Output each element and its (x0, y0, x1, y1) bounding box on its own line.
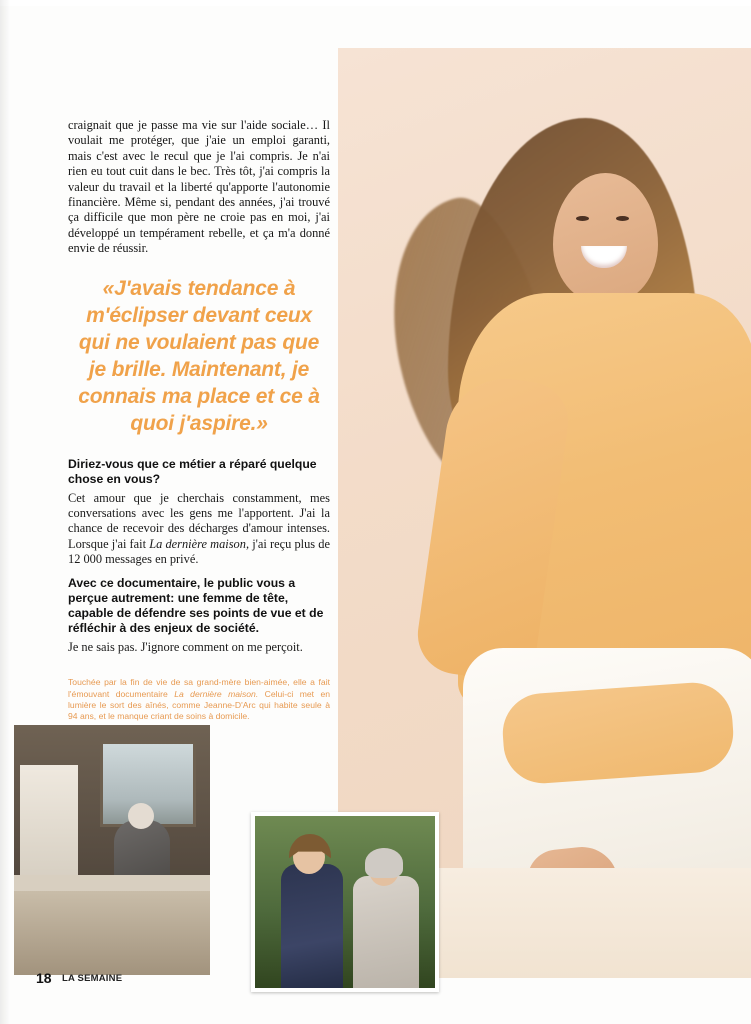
kitchen-person-head (128, 803, 154, 829)
hero-eye-right (616, 216, 629, 221)
duo-person-right-body (353, 876, 419, 992)
interview-question-2: Avec ce documentaire, le public vous a perçue autrement: une femme de tête, capable de défendre ses points de vue et de réfléchir à des enjeux de société. (68, 575, 324, 635)
duo-person-left-body (281, 864, 343, 992)
hero-eye-left (576, 216, 589, 221)
caption-title: La dernière maison. (174, 688, 259, 699)
kitchen-counter (14, 875, 210, 891)
interview-answer-2: Je ne sais pas. J'ignore comment on me perçoit. (68, 639, 303, 654)
photo-caption (68, 677, 330, 723)
interview-answer-1 (68, 491, 330, 568)
pull-quote: «J'avais tendance à m'éclipser devant ceux qui ne voulaient pas que je brille. Maintenant, je connais ma place et ce à quoi j'aspire.» (78, 276, 320, 435)
hero-face (553, 173, 658, 303)
kitchen-cabinets (14, 891, 210, 975)
answer-1-title: La dernière maison, (149, 536, 250, 551)
page-number: 18 (36, 970, 52, 986)
duo-person-right-hair (365, 848, 403, 878)
caption-tail: Celui-ci met en lumière le sort des aînés, comme Jeanne-D'Arc qui habite seule à 94 ans, et le manque criant de soins à domicile. (68, 688, 330, 722)
scan-edge (0, 0, 751, 6)
magazine-name: LA SEMAINE (62, 973, 123, 984)
page-gutter-shadow (0, 0, 10, 1024)
article-text-column (68, 118, 330, 731)
duo-photo (251, 812, 439, 992)
hero-leg (500, 680, 736, 786)
answer-1-tail: j'ai reçu plus de 12 000 messages en privé. (68, 536, 330, 567)
kitchen-photo (14, 725, 210, 975)
interview-question-1: Diriez-vous que ce métier a réparé quelque chose en vous? (68, 456, 317, 486)
intro-paragraph: craignait que je passe ma vie sur l'aide sociale… Il voulait me protéger, que j'aie un emploi garanti, mais c'est avec le recul que je l'ai compris. Je n'ai rien eu tout cuit dans le bec. Très tôt, j'ai compris la valeur du travail et la liberté qu'apporte l'autonomie financière. Même si, pendant des années, j'ai trouvé ça difficile que mon père ne croie pas en moi, j'ai développé un tempérament rebelle, et ça m'a donné envie de réussir. (68, 118, 330, 256)
answer-1-text: Cet amour que je cherchais constamment, mes conversations avec les gens me l'apportent. J'ai la chance de recevoir des décharges d'amour intenses. Lorsque j'ai fait (68, 490, 330, 551)
caption-lead: Touchée par la fin de vie de sa grand-mère bien-aimée, elle a fait l'émouvant documentaire (68, 677, 330, 699)
